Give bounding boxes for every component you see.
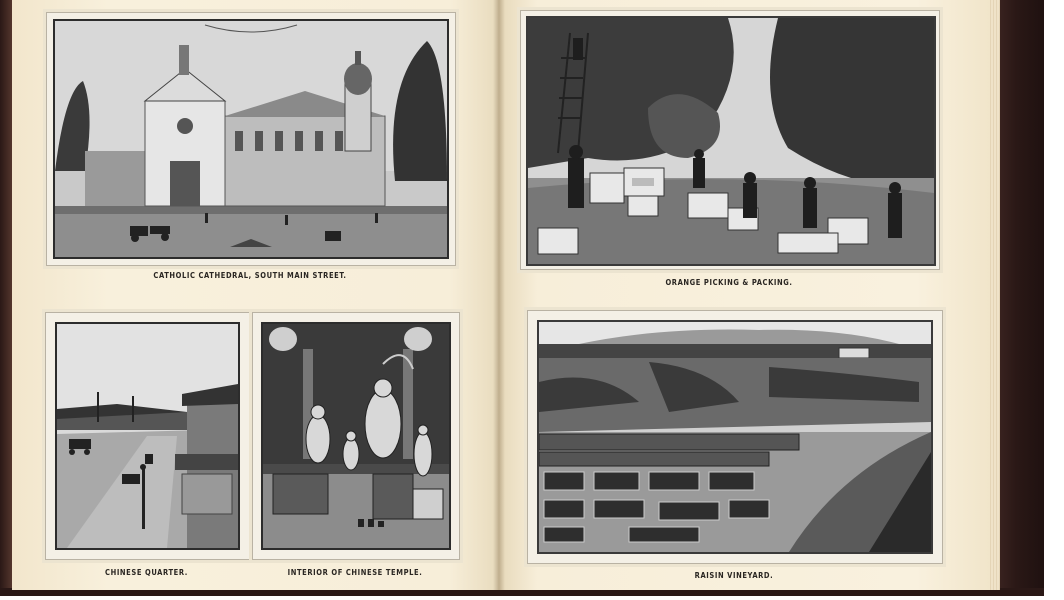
caption-chinese-quarter: CHINESE QUARTER. [105, 568, 188, 577]
raisin-vineyard-engraving [537, 320, 933, 554]
orange-picking-illustration [528, 18, 934, 264]
plate-cathedral [46, 12, 456, 266]
book-gutter [493, 0, 505, 590]
chinese-quarter-engraving [55, 322, 240, 550]
chinese-temple-illustration [263, 324, 449, 548]
chinese-quarter-illustration [57, 324, 238, 548]
cathedral-engraving [53, 19, 449, 259]
album-cover-right-edge [998, 0, 1044, 592]
plate-raisin-vineyard [527, 310, 943, 564]
cathedral-illustration [55, 21, 447, 257]
orange-picking-engraving [526, 16, 936, 266]
raisin-vineyard-illustration [539, 322, 931, 552]
plate-chinese-temple [252, 312, 460, 560]
chinese-temple-engraving [261, 322, 451, 550]
caption-raisin-vineyard: RAISIN VINEYARD. [694, 571, 774, 580]
plate-orange-picking [520, 10, 940, 270]
caption-orange-picking: ORANGE PICKING & PACKING. [665, 278, 793, 287]
plate-chinese-quarter [45, 312, 250, 560]
caption-cathedral: CATHOLIC CATHEDRAL, SOUTH MAIN STREET. [153, 271, 347, 280]
caption-chinese-temple: INTERIOR OF CHINESE TEMPLE. [287, 568, 423, 577]
